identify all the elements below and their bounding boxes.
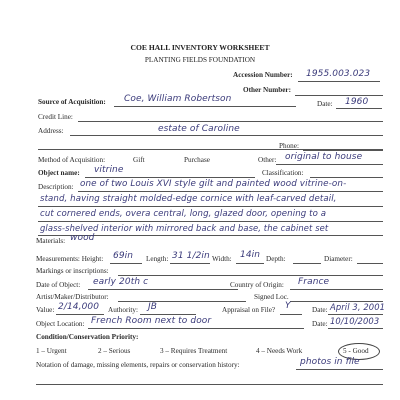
appraisal-value[interactable]: Y xyxy=(285,301,291,311)
address-value[interactable]: estate of Caroline xyxy=(158,124,240,134)
authority-value[interactable]: JB xyxy=(148,302,158,312)
method-other-value[interactable]: original to house xyxy=(285,152,363,162)
country-line xyxy=(290,289,383,290)
diameter-label: Diameter: xyxy=(324,255,353,263)
date-value[interactable]: 1960 xyxy=(345,97,369,107)
accession-number-value[interactable]: 1955.003.023 xyxy=(306,69,371,79)
width-line xyxy=(236,263,264,264)
width-value[interactable]: 14in xyxy=(240,250,261,260)
depth-label: Depth: xyxy=(266,255,286,263)
date2-line xyxy=(328,314,383,315)
authority-label: Authority: xyxy=(108,306,138,314)
value-value[interactable]: 2/14,000 xyxy=(58,302,100,312)
date2-value[interactable]: April 3, 2001 xyxy=(330,302,386,312)
location-line xyxy=(88,328,304,329)
authority-line xyxy=(140,314,196,315)
notation-label: Notation of damage, missing elements, repairs or conservation history: xyxy=(36,361,240,369)
date3-line xyxy=(328,328,383,329)
value-label: Value: xyxy=(36,306,55,314)
description-rule-3 xyxy=(38,221,383,222)
value-line xyxy=(56,314,104,315)
width-label: Width: xyxy=(212,255,232,263)
date-label: Date: xyxy=(317,100,333,108)
description-line-3[interactable]: cut cornered ends, overa central, long, glazed door, opening to a xyxy=(40,209,327,219)
method-purchase[interactable]: Purchase xyxy=(184,156,210,164)
artist-label: Artist/Maker/Distributor: xyxy=(36,293,109,301)
form-title: COE HALL INVENTORY WORKSHEET xyxy=(130,43,270,52)
description-label: Description: xyxy=(38,183,74,191)
markings-line xyxy=(118,275,383,276)
address-line-1 xyxy=(70,135,383,136)
height-line xyxy=(110,263,142,264)
length-line xyxy=(170,263,210,264)
condition-option-5[interactable]: 5 - Good xyxy=(343,347,369,355)
object-name-value[interactable]: vitrine xyxy=(94,165,124,175)
object-name-label: Object name: xyxy=(38,169,80,177)
notation-line-2 xyxy=(36,384,383,385)
condition-label: Condition/Conservation Priority: xyxy=(36,333,139,341)
length-value[interactable]: 31 1/2in xyxy=(172,251,210,261)
date-of-object-line xyxy=(88,289,238,290)
form-subtitle: PLANTING FIELDS FOUNDATION xyxy=(144,56,256,64)
location-value[interactable]: French Room next to door xyxy=(91,316,212,326)
description-line-2[interactable]: stand, having straight molded-edge cornice with leaf-carved detail, xyxy=(40,194,337,204)
description-line-4[interactable]: glass-shelved interior with mirrored back and base, the cabinet set xyxy=(40,223,329,233)
condition-option-4[interactable]: 4 – Needs Work xyxy=(256,347,303,355)
method-other-line xyxy=(276,164,383,165)
height-value[interactable]: 69in xyxy=(113,251,134,261)
date3-label: Date: xyxy=(312,320,328,328)
date-of-object-value[interactable]: early 20th c xyxy=(93,277,149,287)
source-line xyxy=(114,106,296,107)
credit-line-line xyxy=(78,121,383,122)
condition-option-3[interactable]: 3 – Requires Treatment xyxy=(160,347,228,355)
materials-label: Materials: xyxy=(36,237,66,245)
country-label: Country of Origin: xyxy=(230,281,284,289)
other-number-label: Other Number: xyxy=(243,86,291,94)
condition-option-2[interactable]: 2 – Serious xyxy=(98,347,131,355)
diameter-line xyxy=(357,263,383,264)
phone-label: Phone: xyxy=(279,142,299,150)
description-rule-2 xyxy=(38,206,383,207)
description-line-1[interactable]: one of two Louis XVI style gilt and painted wood vitrine-on- xyxy=(80,179,347,189)
source-value[interactable]: Coe, William Robertson xyxy=(124,94,232,104)
accession-number-label: Accession Number: xyxy=(233,71,293,79)
appraisal-label: Appraisal on File? xyxy=(222,306,276,314)
description-rule-1 xyxy=(78,191,383,192)
classification-line xyxy=(310,177,383,178)
markings-label: Markings or inscriptions: xyxy=(36,267,109,275)
date2-label: Date: xyxy=(312,306,328,314)
other-number-line xyxy=(295,95,383,96)
notation-line-1 xyxy=(296,369,383,370)
location-label: Object Location: xyxy=(36,320,85,328)
source-label: Source of Acquisition: xyxy=(38,98,106,106)
country-value[interactable]: France xyxy=(298,277,330,287)
appraisal-line xyxy=(280,314,302,315)
credit-line-label: Credit Line: xyxy=(38,113,73,121)
object-name-line xyxy=(85,177,255,178)
artist-line xyxy=(118,301,246,302)
method-gift[interactable]: Gift xyxy=(133,156,145,164)
accession-number-line xyxy=(298,81,380,82)
signed-label: Signed Loc. xyxy=(254,293,289,301)
measurements-label: Measurements: Height: xyxy=(36,255,104,263)
date-line xyxy=(336,108,382,109)
date3-value[interactable]: 10/10/2003 xyxy=(330,316,380,326)
address-label: Address: xyxy=(38,127,64,135)
depth-line xyxy=(293,263,321,264)
classification-label: Classification: xyxy=(262,169,304,177)
notation-value[interactable]: photos in file xyxy=(300,357,360,367)
materials-value[interactable]: wood xyxy=(70,233,95,243)
condition-option-1[interactable]: 1 – Urgent xyxy=(36,347,67,355)
method-label: Method of Acquisition: xyxy=(38,156,106,164)
length-label: Length: xyxy=(146,255,169,263)
phone-line xyxy=(303,150,383,151)
method-other-label: Other: xyxy=(258,156,277,164)
date-of-object-label: Date of Object: xyxy=(36,281,81,289)
